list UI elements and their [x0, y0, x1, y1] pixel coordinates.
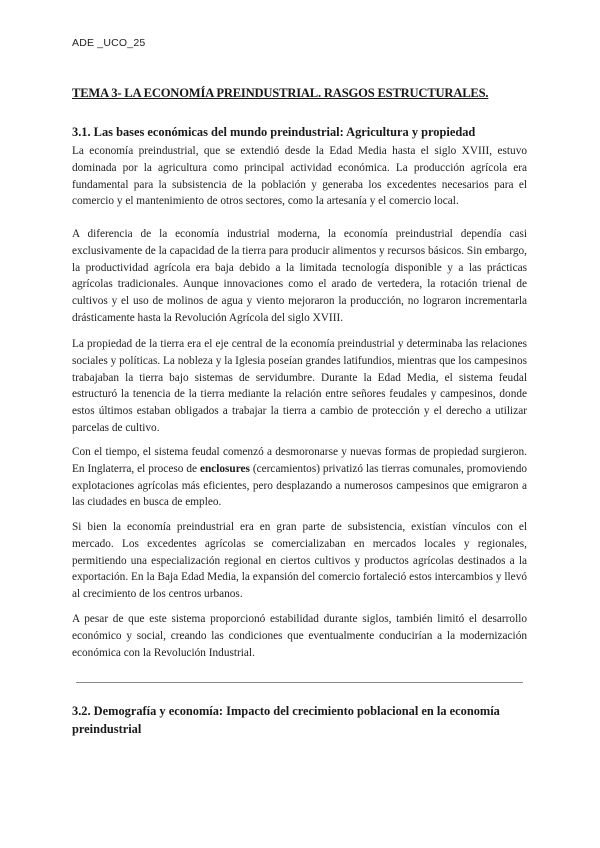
paragraph-4-text-before: Con el tiempo, el sistema feudal comenzó a desmoronarse y nuevas formas de propiedad surgieron. En Inglaterra, el proceso de	[72, 446, 527, 475]
paragraph-6: A pesar de que este sistema proporcionó estabilidad durante siglos, también limitó el desarrollo económico y social, creando las condiciones que eventualmente conducirían a la modernización económica con la Revolución Industrial.	[72, 613, 527, 659]
paragraph-2: A diferencia de la economía industrial moderna, la economía preindustrial dependía casi exclusivamente de la capacidad de la tierra para producir alimentos y recursos básicos. Sin embargo, la productividad agrícola era baja debido a la limitada tecnología disponible y a las prácticas agrícolas tradicionales. Aunque innovaciones como el arado de vertedera, la rotación trienal de cultivos y el uso de molinos de agua y viento mejoraron la producción, no lograron incrementarla drásticamente hasta la Revolución Agrícola del siglo XVIII.	[72, 228, 527, 324]
paragraph-3: La propiedad de la tierra era el eje central de la economía preindustrial y determinaba las relaciones sociales y políticas. La nobleza y la Iglesia poseían grandes latifundios, mientras que los campesinos trabajaban la tierra bajo sistemas de servidumbre. Durante la Edad Media, el sistema feudal estructuró la tenencia de la tierra mediante la relación entre señores feudales y campesinos, donde estos últimos estaban obligados a trabajar la tierra a cambio de protección y el derecho a utilizar parcelas de cultivo.	[72, 338, 527, 434]
term-enclosures: enclosures	[199, 462, 250, 475]
paragraph-4	[72, 444, 527, 511]
document-header-code: ADE _UCO_25	[72, 37, 146, 49]
section-divider	[76, 682, 523, 683]
paragraph-4-text-after: (cercamientos) privatizó las tierras comunales, promoviendo explotaciones agrícolas más eficientes, pero desplazando a numerosos campesinos que emigraron a las ciudades en busca de empleo.	[72, 462, 527, 509]
page-title: TEMA 3- LA ECONOMÍA PREINDUSTRIAL. RASGOS ESTRUCTURALES.	[72, 86, 489, 100]
paragraph-5: Si bien la economía preindustrial era en gran parte de subsistencia, existían vínculos con el mercado. Los excedentes agrícolas se comercializaban en mercados locales y regionales, permitiendo una especialización regional en ciertos cultivos y productos agrícolas destinados a la exportación. En la Baja Edad Media, la expansión del comercio fortaleció estos intercambios y llevó al crecimiento de los centros urbanos.	[72, 521, 527, 601]
section-heading-3-2: 3.2. Demografía y economía: Impacto del crecimiento poblacional en la economía preindustrial	[72, 704, 500, 736]
paragraph-1: La economía preindustrial, que se extendió desde la Edad Media hasta el siglo XVIII, estuvo dominada por la agricultura como principal actividad económica. La producción agrícola era fundamental para la subsistencia de la población y generaba los excedentes necesarios para el comercio y el mantenimiento de otros sectores, como la artesanía y el comercio local.	[72, 145, 527, 208]
section-heading-3-1: 3.1. Las bases económicas del mundo preindustrial: Agricultura y propiedad	[72, 125, 476, 139]
